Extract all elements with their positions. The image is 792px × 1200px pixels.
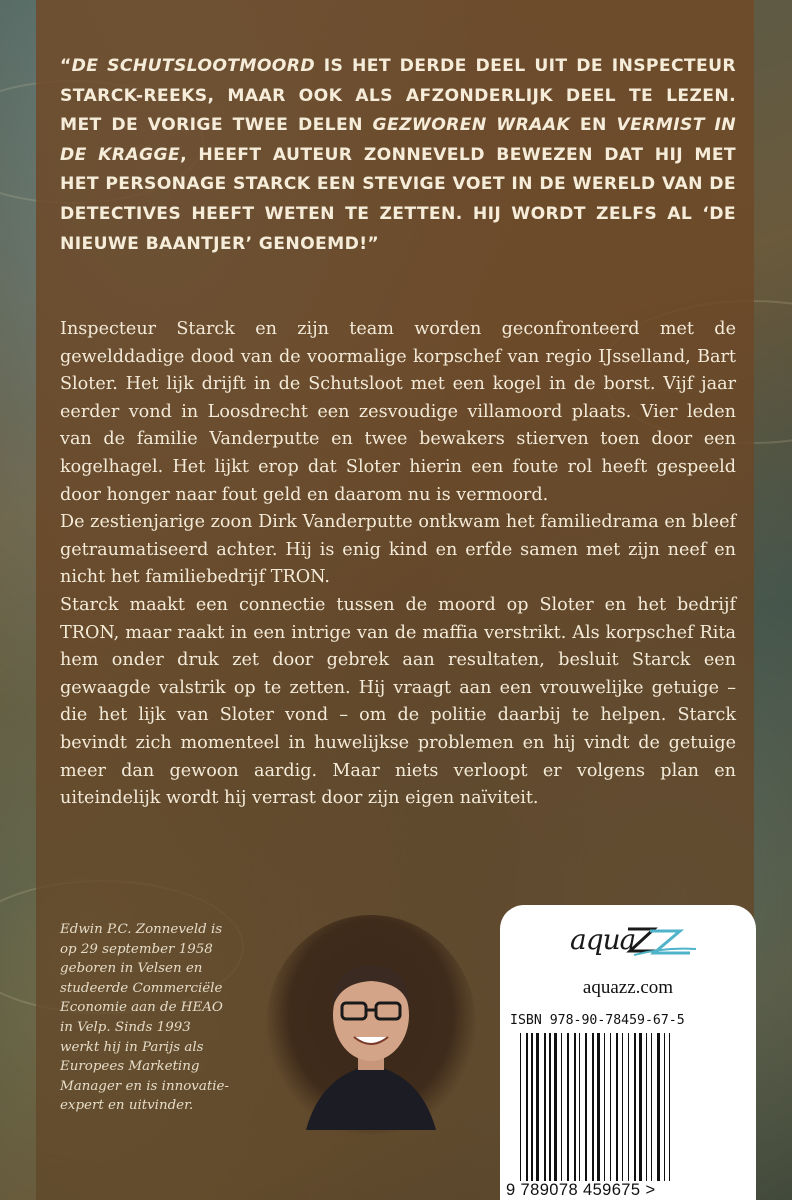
zz-logo-icon <box>624 919 704 959</box>
synopsis-paragraph: Inspecteur Starck en zijn team worden geconfronteerd met de gewelddadige dood van de voormalige korpschef van regio IJsselland, Bart Sloter. Het lijk drijft in de Schutsloot met een kogel in de borst. Vijf jaar eerder vond in Loosdrecht een zesvoudige villamoord plaats. Vier leden van de familie Vanderputte en twee bewakers stierven toen door een kogelhagel. Het lijkt erop dat Sloter hierin een foute rol heeft gespeeld door honger naar fout geld en daarom nu is vermoord. <box>60 319 736 505</box>
barcode-bar <box>622 1033 623 1181</box>
author-bio-line: in Velp. Sinds 1993 <box>60 1019 191 1035</box>
barcode-bar <box>664 1033 665 1181</box>
barcode-bar <box>604 1033 605 1181</box>
barcode-bar <box>520 1033 521 1181</box>
barcode-bar <box>574 1033 576 1181</box>
author-bio-line: Economie aan de HEAO <box>60 1000 223 1016</box>
author-bio-line: Edwin P.C. Zonneveld is <box>60 922 223 937</box>
barcode-bar <box>610 1033 611 1181</box>
barcode-bar <box>579 1033 580 1181</box>
isbn-label: ISBN 978-90-78459-67-5 <box>510 1013 685 1028</box>
barcode-bar <box>567 1033 569 1181</box>
synopsis-paragraph: De zestienjarige zoon Dirk Vanderputte ontkwam het familiedrama en bleef getraumatiseerd achter. Hij is enig kind en erfde samen met zijn neef en nicht het familiebedrijf TRON. <box>60 512 736 588</box>
barcode-bar <box>639 1033 642 1181</box>
synopsis <box>60 316 736 813</box>
book-title: DE SCHUTSLOOTMOORD <box>71 56 315 76</box>
publisher-website: aquazz.com <box>582 977 674 998</box>
author-bio-line: studeerde Commerciële <box>60 980 223 996</box>
barcode-bar <box>669 1033 670 1181</box>
barcode-digits: 9 789078 459675 > <box>506 1181 656 1199</box>
barcode-bar <box>628 1033 629 1181</box>
author-portrait-illustration <box>266 915 476 1135</box>
barcode-bar <box>651 1033 652 1181</box>
barcode-bar <box>585 1033 587 1181</box>
author-bio <box>60 920 260 1116</box>
quote-text: “ <box>60 56 72 76</box>
barcode-bar <box>616 1033 618 1181</box>
quote-text: , HEEFT AUTEUR ZONNEVELD BEWEZEN DAT HIJ MET HET PERSONAGE STARCK EEN STEVIGE VOET IN DE WERELD VAN DE DETECTIVES HEEFT WETEN TE ZETTEN. HIJ WORDT ZELFS AL ‘DE NIEUWE BAANTJER’ GENOEMD!” <box>60 144 736 254</box>
barcode-bar <box>531 1033 533 1181</box>
author-bio-line: geboren in Velsen en <box>60 961 203 977</box>
quote-text: IS HET DERDE DEEL UIT DE INSPECTEUR STARCK-REEKS, MAAR OOK ALS AFZONDERLIJK DEEL TE LEZEN. MET DE VORIGE TWEE DELEN <box>60 56 736 136</box>
author-bio-line: op 29 september 1958 <box>60 941 213 957</box>
publisher-logo <box>570 919 710 959</box>
barcode-bar <box>646 1033 647 1181</box>
publisher-box <box>500 905 756 1200</box>
barcode-bar <box>597 1033 600 1181</box>
author-bio-line: Europees Marketing <box>60 1059 200 1075</box>
author-photo <box>266 915 476 1135</box>
barcode-bar <box>561 1033 562 1181</box>
book-title: GEZWOREN WRAAK <box>372 115 571 136</box>
barcode-bar <box>554 1033 557 1181</box>
quote-text: EN <box>570 115 617 136</box>
isbn-barcode <box>518 1033 742 1181</box>
barcode-bar <box>526 1033 528 1181</box>
author-bio-line: werkt hij in Parijs als <box>60 1039 204 1055</box>
barcode-bar <box>544 1033 546 1181</box>
author-bio-line: expert en uitvinder. <box>60 1098 194 1114</box>
barcode-bar <box>549 1033 551 1181</box>
review-quote <box>60 52 736 259</box>
barcode-bar <box>634 1033 636 1181</box>
logo-text: aqua <box>570 923 636 956</box>
barcode-bar <box>536 1033 539 1181</box>
book-title: VERMIST IN DE KRAGGE <box>60 115 736 165</box>
synopsis-paragraph: Starck maakt een connectie tussen de moord op Sloter en het bedrijf TRON, maar raakt in een intrige van de maffia verstrikt. Als korpschef Rita hem onder druk zet door gebrek aan resultaten, besluit Starck een gewaagde valstrik op te zetten. Hij vraagt aan een vrouwelijke getuige – die het lijk van Sloter vond – om de politie daarbij te helpen. Starck bevindt zich momenteel in huwelijkse problemen en hij vindt de getuige meer dan gewoon aardig. Maar niets verloopt er volgens plan en uiteindelijk wordt hij verrast door zijn eigen naïviteit. <box>60 594 736 809</box>
barcode-bar <box>657 1033 660 1181</box>
barcode-bar <box>592 1033 594 1181</box>
author-bio-line: Manager en is innovatie- <box>60 1078 229 1094</box>
